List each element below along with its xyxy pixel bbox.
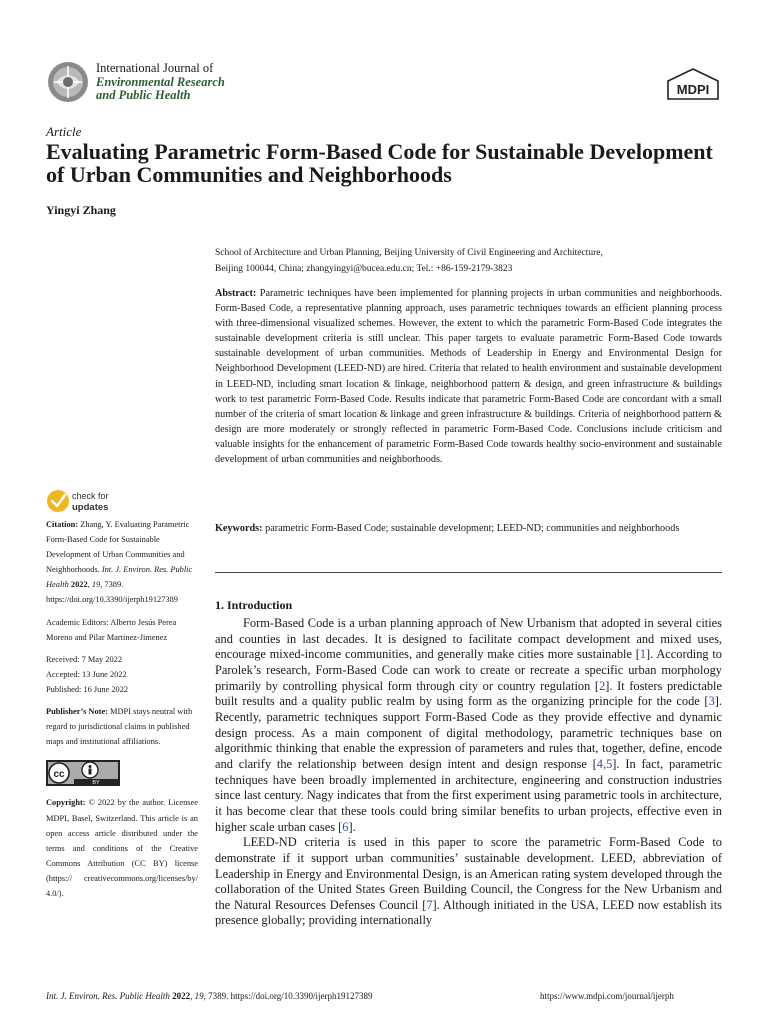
mdpi-logo-icon [666,68,720,100]
citation-year: 2022 [70,580,88,590]
keywords [215,520,722,537]
footer-journal: Int. J. Environ. Res. Public Health [46,991,170,1001]
paragraph [215,835,722,929]
check-updates-line2: updates [72,502,109,513]
note-text: MDPI stays neutral with regard to jurisdictional claims in published maps and institutional affiliations. [46,707,193,747]
introduction-body [215,616,722,929]
affiliation-line1: School of Architecture and Urban Planning, Beijing University of Civil Engineering and Architecture, [215,248,603,258]
text-run: ]. It fosters predictable built results and a quality public realm by using form as the organizing principle for the code [ [215,678,722,709]
text-run: ]. Although initiated in the USA, LEED now establish its presence globally; providing internationally [215,897,722,928]
mdpi-logo-text: MDPI [676,82,710,97]
check-updates-line1: check for [72,491,109,501]
citation-text: Zhang, Y. Evaluating Parametric Form-Based Code for Sustainable Development of Urban Communities and Neighborhoods. [46,520,190,575]
footer-citation: Int. J. Environ. Res. Public Health 2022, 19, 7389. https://doi.org/10.3390/ijerph19127389 [46,991,373,1001]
reference-link[interactable]: 1 [639,647,647,662]
reference-link[interactable]: 3 [708,694,715,709]
text-run: ]. In fact, parametric techniques have been broadly implemented in architecture, engineering and construction industries since last century. Nagy indicates that from the first experiment using parametric tools in architecture, it has become clear that these tools could bring similar benefits to urban projects, effective even in higher scale urban cases [ [215,756,722,834]
paragraph [215,616,722,835]
copyright-text: © 2022 by the author. Licensee MDPI, Basel, Switzerland. This article is an open access article distributed under the terms and conditions of the Creative Commons Attribution (CC BY) license (https:// creativecommons.org/licenses/by/ 4.0/). [46,798,199,898]
reference-link[interactable]: 7 [426,897,433,912]
section-heading-introduction: 1. Introduction [215,598,293,612]
affiliation [215,245,725,277]
reference-link[interactable]: 4,5 [596,756,613,771]
journal-name-line3: and Public Health [96,88,191,102]
footer-year: 2022 [172,991,191,1001]
citation-volume: 19 [91,580,101,590]
cc-by-license-icon[interactable] [46,760,120,786]
journal-name [96,62,225,103]
copyright [46,795,198,901]
abstract-text: Parametric techniques have been implemented for planning projects in urban communities and neighborhoods. Form-Based Code, a representative planning approach, uses parametric techniques towards an efficient planning process with three-dimensional visualized schemes. However, the extent to which the parametric Form-Based Code integrates the sustainable development criteria is still unclear. This paper targets to evaluate parametric Form-Based Code towards sustainable development of urban communities. Methods of Leadership in Energy and Environmental Design for Neighborhood Development (LEED-ND) are hired. Criteria that related to health environment and sustainable development in LEED-ND, including smart location & linkage, neighborhood pattern & design, and green infrastructure & buildings work to test parametric Form-Based Code. Results indicate that parametric Form-Based Code are concordant with a small number of the criteria of smart location & linkage and green infrastructure & buildings. Criteria of neighborhood pattern & design are more moderately or strongly reflected in parametric Form-Based Code. Conclusions include criticism and valuable insights for the enhancement of parametric Form-Based Code towards healthy socio-environment and sustainable development of urban communities and neighborhoods. [215,288,722,466]
article-title: Evaluating Parametric Form-Based Code for Sustainable Development of Urban Communities and Neighborhoods [46,139,713,187]
note-label: Publisher’s Note: [46,707,108,717]
reference-link[interactable]: 2 [599,678,606,693]
abstract-label: Abstract: [215,288,257,299]
affiliation-line2: Beijing 100044, China; zhangyingyi@bucea.edu.cn; Tel.: +86-159-2179-3823 [215,264,513,274]
cc-badge-text: BY [92,780,100,787]
copyright-label: Copyright: [46,798,86,808]
abstract [215,286,722,467]
article-type: Article [46,124,82,139]
keywords-label: Keywords: [215,523,263,534]
journal-logo-icon [46,60,90,104]
footer-volume: 19 [194,991,204,1001]
citation-doi[interactable]: , 7389. https://doi.org/10.3390/ijerph19127389 [46,580,178,605]
journal-name-line1: International Journal of [96,61,214,75]
footer-journal-url[interactable]: https://www.mdpi.com/journal/ijerph [540,991,674,1001]
reference-link[interactable]: 6 [342,819,349,834]
section-divider [215,572,722,573]
academic-editors: Academic Editors: Alberto Jesús Perea Moreno and Pilar Martinez-Jimenez [46,617,177,642]
text-run: Form-Based Code is a urban planning approach of New Urbanism that adopted in several cities and counties in last decades. It is designed to facilitate compact development and mixed uses, encourage mixed-income communities, and generally make cities more sustainable [ [215,616,722,662]
published-date: Published: 16 June 2022 [46,684,129,694]
received-date: Received: 7 May 2022 [46,654,123,664]
footer-doi-link[interactable]: , 7389. https://doi.org/10.3390/ijerph19127389 [203,991,373,1001]
citation-label: Citation: [46,520,79,529]
check-for-updates-button[interactable] [46,487,118,515]
author-name: Yingyi Zhang [46,203,116,217]
journal-name-line2: Environmental Research [96,74,225,89]
citation: Citation: Zhang, Y. Evaluating Parametric Form-Based Code for Sustainable Development of Urban Communities and Neighborhoods. Int. J. Environ. Res. Public Health 2022, 19, 7389. https://doi.org/10.3390/ijerph19127389 [46,520,193,605]
text-run: ]. [348,819,356,834]
text-run: ]. According to Parolek’s research, Form-Based Code can work to create or recreate a specific urban morphology primarily by controlling physical form through city or country regulation [ [215,647,722,693]
citation-journal: Int. J. Environ. Res. Public Health [46,565,193,590]
accepted-date: Accepted: 13 June 2022 [46,669,127,679]
article-info-sidebar [46,517,198,908]
text-run: LEED-ND criteria is used in this paper to score the parametric Form-Based Code to demonstrate if it support urban communities’ sustainable development. LEED, abbreviation of Leadership in Energy and Environmental Design, is an American rating system developed through the collaboration of the United States Green Building Council, the Congress for the New Urbanism and the Natural Resources Defenses Council [ [215,835,722,912]
keywords-text: parametric Form-Based Code; sustainable development; LEED-ND; communities and neighborhoods [265,523,680,534]
text-run: ]. Recently, parametric techniques support Form-Based Code as they provide effective and dynamic design process. As a main component of digital methodology, parametric techniques base on algorithmic thinking that enable the expression of parameters and rules that, together, define, encode and clarify the relationship between design intent and design response [ [215,694,722,771]
publishers-note [46,704,198,749]
svg-text:cc: cc [53,769,65,781]
